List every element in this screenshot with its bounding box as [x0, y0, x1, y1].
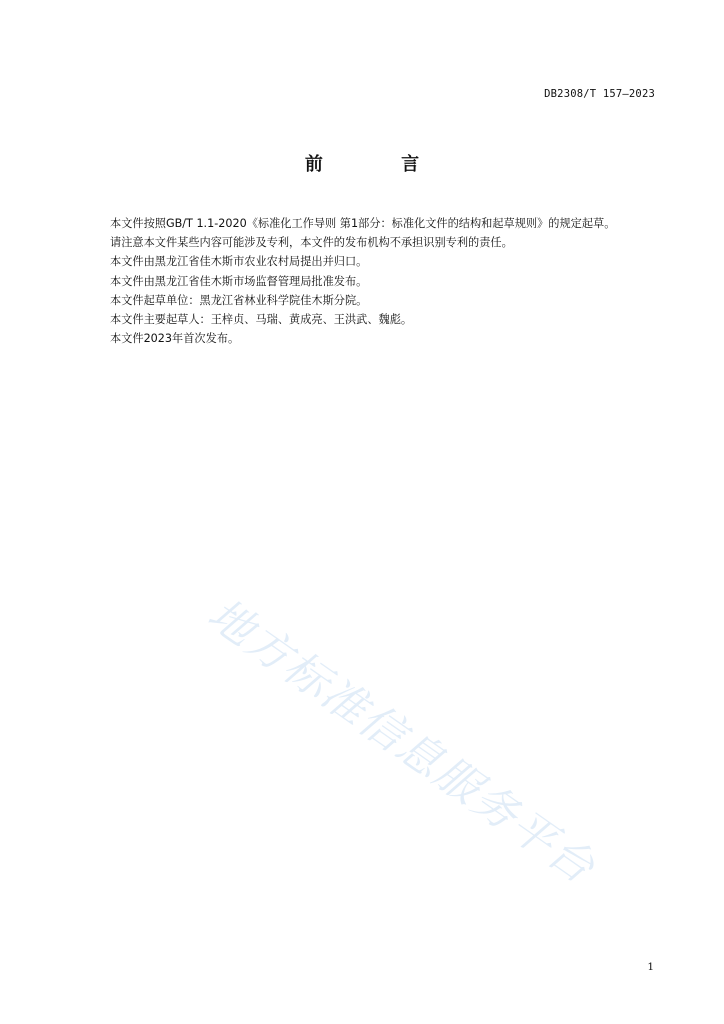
document-code: DB2308/T 157—2023	[544, 88, 655, 100]
paragraph-patent-notice: 请注意本文件某些内容可能涉及专利，本文件的发布机构不承担识别专利的责任。	[110, 236, 513, 250]
paragraph-drafters: 本文件主要起草人：王梓贞、马瑞、黄成亮、王洪武、魏彪。	[110, 313, 413, 327]
paragraph-first-release: 本文件2023年首次发布。	[110, 332, 240, 346]
paragraph-drafting-basis: 本文件按照GB/T 1.1-2020《标准化工作导则 第1部分：标准化文件的结构和起草规则》的规定起草。	[110, 217, 616, 230]
paragraph-drafting-unit: 本文件起草单位：黑龙江省林业科学院佳木斯分院。	[110, 293, 368, 307]
watermark: 地方标准信息服务平台	[198, 588, 605, 895]
page-number: 1	[647, 961, 654, 973]
foreword-body	[87, 214, 657, 348]
paragraph-approver: 本文件由黑龙江省佳木斯市场监督管理局批准发布。	[110, 274, 368, 288]
page-title: 前 言	[304, 154, 456, 175]
paragraph-proposer: 本文件由黑龙江省佳木斯市农业农村局提出并归口。	[110, 255, 368, 269]
